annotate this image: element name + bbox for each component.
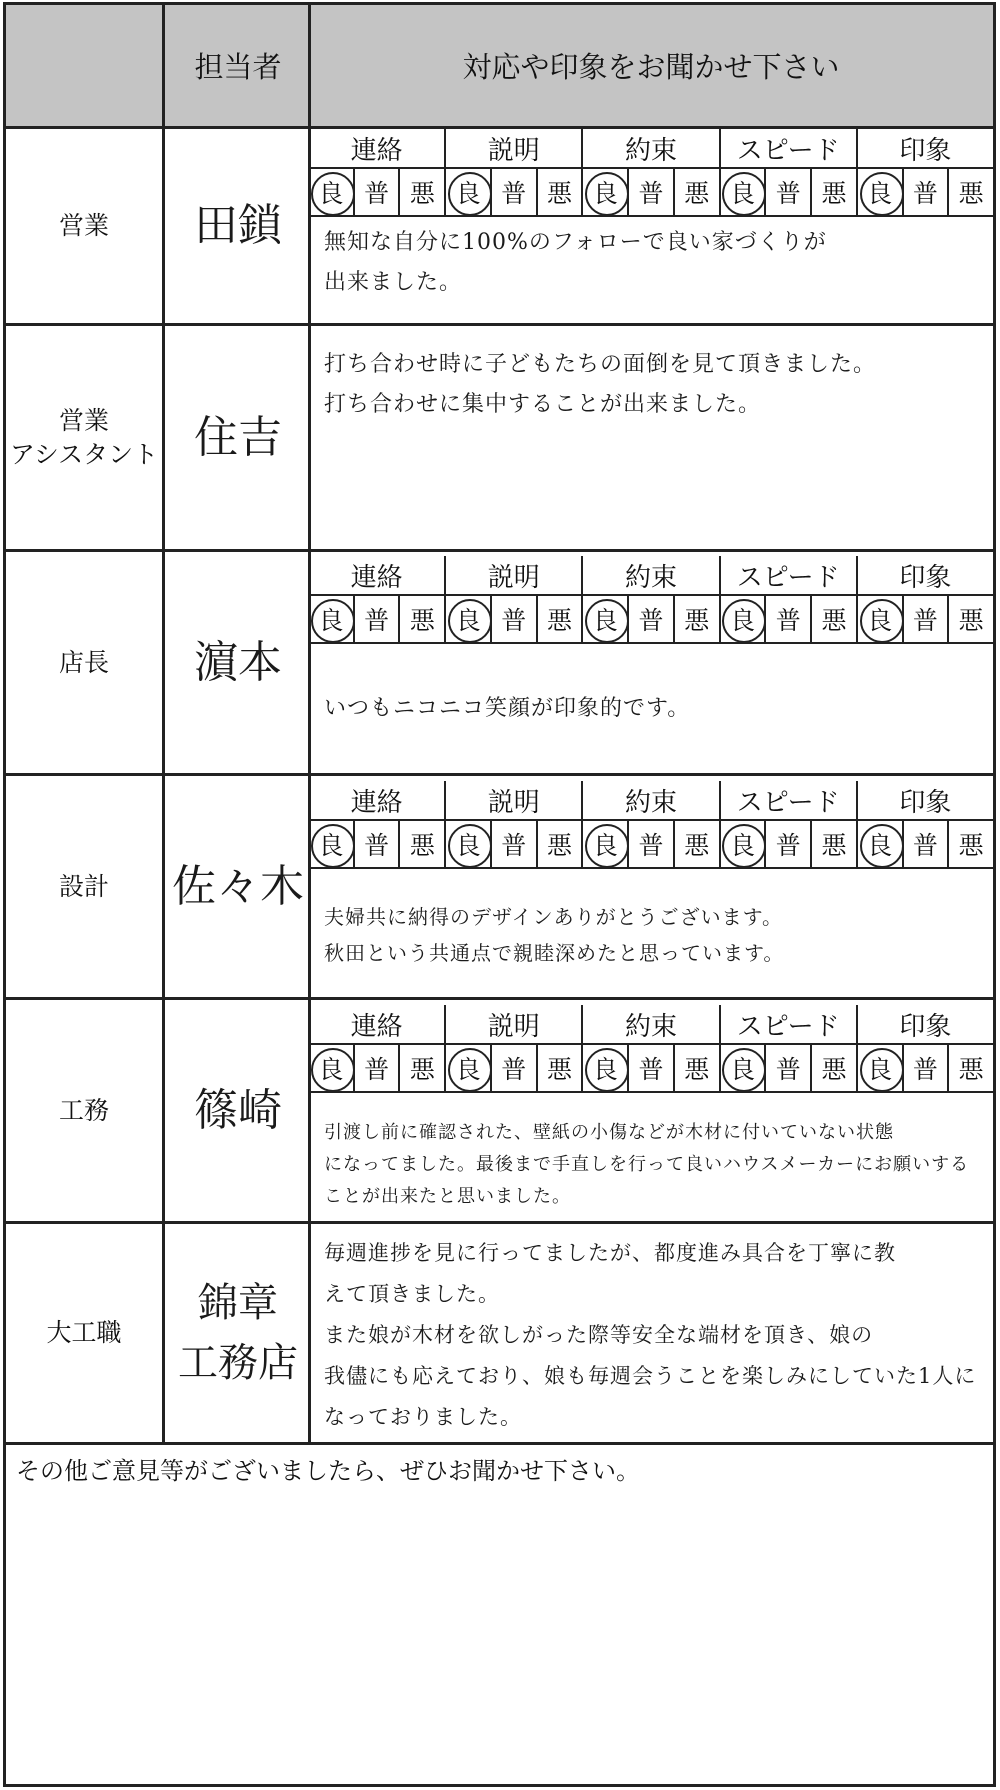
rating-option-average[interactable]: 普 (629, 596, 675, 642)
rating-option-bad[interactable]: 悪 (400, 1045, 446, 1091)
rating-option-bad[interactable]: 悪 (958, 831, 984, 860)
rating-option-good[interactable]: 良 (309, 1045, 355, 1091)
rating-option-bad[interactable]: 悪 (400, 821, 446, 867)
rating-option-bad[interactable]: 悪 (812, 821, 858, 867)
rating-option-average[interactable]: 普 (904, 169, 950, 215)
role-label: 営業 アシスタント (9, 405, 159, 469)
rating-option-average[interactable]: 普 (355, 821, 401, 867)
rating-option-average[interactable]: 普 (355, 169, 401, 215)
person-name: 錦章 工務店 (178, 1280, 298, 1386)
rating-option-average[interactable]: 普 (904, 596, 950, 642)
rating-category: 約束 (583, 1005, 720, 1045)
survey-sheet (3, 2, 996, 1787)
rating-option-bad[interactable]: 悪 (400, 596, 446, 642)
person-name: 田鎖 (194, 200, 282, 251)
header-feedback: 対応や印象をお聞かせ下さい (462, 50, 840, 84)
role-label: 店長 (58, 647, 109, 677)
comment-text: 引渡し前に確認された、壁紙の小傷などが木材に付いていない状態 になってました。最後まで手直しを行って良いハウスメーカーにお願いする ことが出来たと思いました。 (324, 1122, 970, 1207)
rating-option-bad[interactable]: 悪 (538, 596, 584, 642)
comment-text: 無知な自分に100%のフォローで良い家づくりが 出来ました。 (324, 230, 827, 295)
person-name: 住吉 (194, 411, 282, 463)
rating-option-average[interactable]: 普 (629, 169, 675, 215)
rating-option-good[interactable]: 良 (721, 821, 767, 867)
rating-option-bad[interactable]: 悪 (538, 821, 584, 867)
rating-option-bad[interactable]: 悪 (400, 169, 446, 215)
rating-option-good[interactable]: 良 (858, 1045, 904, 1091)
rating-option-good[interactable]: 良 (446, 596, 492, 642)
rating-option-good[interactable]: 良 (721, 169, 767, 215)
role-label: 大工職 (46, 1318, 122, 1347)
rating-category: 約束 (583, 781, 720, 821)
rating-category: 連絡 (309, 129, 446, 169)
rating-option-good[interactable]: 良 (583, 1045, 629, 1091)
rating-option-average[interactable]: 普 (492, 1045, 538, 1091)
rating-option-bad[interactable]: 悪 (812, 1045, 858, 1091)
rating-option-good[interactable]: 良 (721, 1045, 767, 1091)
rating-option-bad[interactable]: 悪 (958, 1055, 984, 1084)
rating-option-average[interactable]: 普 (355, 1045, 401, 1091)
other-comments-label: その他ご意見等がございましたら、ぜひお聞かせ下さい。 (16, 1457, 640, 1485)
divider (162, 5, 165, 1445)
rating-option-average[interactable]: 普 (766, 596, 812, 642)
comment-text: 打ち合わせ時に子どもたちの面倒を見て頂きました。 打ち合わせに集中することが出来ました。 (324, 352, 877, 417)
header-person: 担当者 (194, 50, 282, 84)
rating-category: 説明 (446, 1005, 583, 1045)
rating-option-average[interactable]: 普 (629, 1045, 675, 1091)
comment-text: 毎週進捗を見に行ってましたが、都度進み具合を丁寧に教 えて頂きました。 また娘が木材を欲しがった際等安全な端材を頂き、娘の 我儘にも応えており、娘も毎週会うことを楽しみにしていた1人に なっておりました。 (324, 1241, 977, 1429)
rating-category: スピード (721, 781, 858, 821)
rating-option-good[interactable]: 良 (583, 821, 629, 867)
rating-option-good[interactable]: 良 (721, 596, 767, 642)
rating-category: 印象 (858, 556, 993, 596)
rating-option-bad[interactable]: 悪 (812, 596, 858, 642)
other-comments-area[interactable] (6, 1495, 993, 1787)
divider (6, 1442, 993, 1445)
rating-option-good[interactable]: 良 (446, 821, 492, 867)
rating-option-average[interactable]: 普 (766, 821, 812, 867)
rating-category: 約束 (583, 129, 720, 169)
rating-option-bad[interactable]: 悪 (958, 606, 984, 635)
rating-category: スピード (721, 129, 858, 169)
rating-category: 印象 (858, 781, 993, 821)
role-label: 営業 (58, 211, 109, 240)
rating-option-good[interactable]: 良 (309, 596, 355, 642)
rating-option-bad[interactable]: 悪 (675, 169, 721, 215)
rating-category: 説明 (446, 556, 583, 596)
rating-option-good[interactable]: 良 (446, 169, 492, 215)
divider (308, 5, 311, 1445)
rating-category: 連絡 (309, 1005, 446, 1045)
rating-option-average[interactable]: 普 (766, 169, 812, 215)
rating-option-good[interactable]: 良 (583, 596, 629, 642)
rating-category: 説明 (446, 781, 583, 821)
rating-option-good[interactable]: 良 (446, 1045, 492, 1091)
rating-option-average[interactable]: 普 (629, 821, 675, 867)
rating-option-bad[interactable]: 悪 (538, 169, 584, 215)
rating-category: 説明 (446, 129, 583, 169)
rating-option-good[interactable]: 良 (858, 596, 904, 642)
comment-text: 夫婦共に納得のデザインありがとうございます。 秋田という共通点で親睦深めたと思っています。 (324, 905, 785, 965)
comment-text: いつもニコニコ笑顔が印象的です。 (324, 696, 691, 721)
rating-option-bad[interactable]: 悪 (958, 179, 984, 208)
rating-option-bad[interactable]: 悪 (675, 821, 721, 867)
rating-option-average[interactable]: 普 (355, 596, 401, 642)
rating-category: 印象 (858, 129, 993, 169)
rating-option-average[interactable]: 普 (492, 596, 538, 642)
rating-option-bad[interactable]: 悪 (538, 1045, 584, 1091)
rating-option-good[interactable]: 良 (309, 821, 355, 867)
rating-category: 連絡 (309, 556, 446, 596)
rating-option-average[interactable]: 普 (904, 1045, 950, 1091)
rating-option-average[interactable]: 普 (492, 821, 538, 867)
rating-option-good[interactable]: 良 (858, 169, 904, 215)
role-label: 設計 (58, 871, 109, 901)
rating-option-bad[interactable]: 悪 (675, 596, 721, 642)
rating-option-bad[interactable]: 悪 (812, 169, 858, 215)
rating-category: 連絡 (309, 781, 446, 821)
rating-option-average[interactable]: 普 (904, 821, 950, 867)
role-label: 工務 (58, 1095, 109, 1125)
person-name: 篠崎 (194, 1084, 282, 1136)
rating-option-average[interactable]: 普 (766, 1045, 812, 1091)
rating-category: 印象 (858, 1005, 993, 1045)
rating-option-average[interactable]: 普 (492, 169, 538, 215)
person-name: 濵本 (194, 636, 282, 688)
rating-option-good[interactable]: 良 (858, 821, 904, 867)
rating-category: スピード (721, 1005, 858, 1045)
rating-option-bad[interactable]: 悪 (675, 1045, 721, 1091)
rating-category: 約束 (583, 556, 720, 596)
rating-category: スピード (721, 556, 858, 596)
header-blank (6, 5, 162, 126)
rating-option-good[interactable]: 良 (583, 169, 629, 215)
rating-option-good[interactable]: 良 (309, 169, 355, 215)
person-name: 佐々木 (172, 860, 304, 912)
